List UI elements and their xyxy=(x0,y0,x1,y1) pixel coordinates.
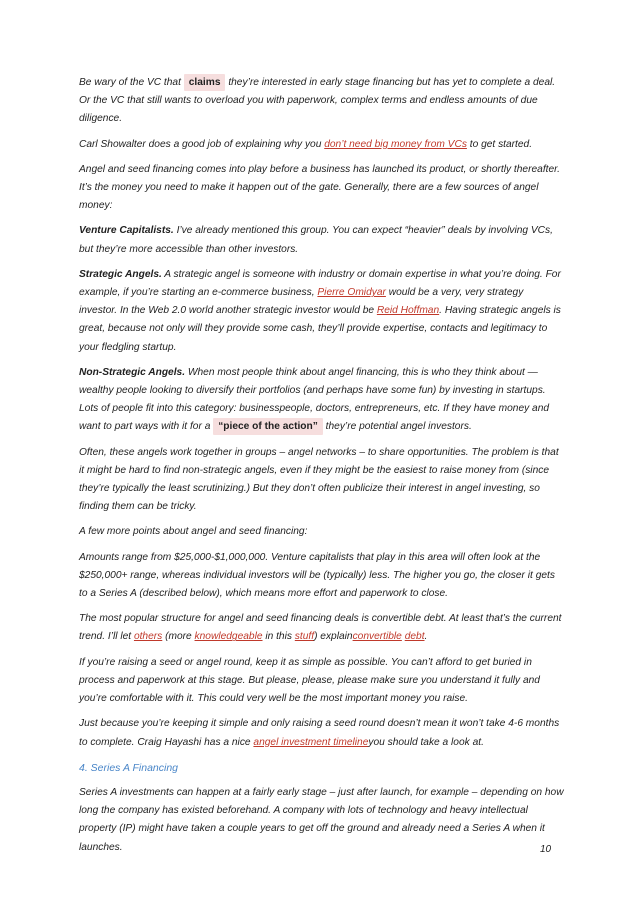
text: . Having strategic angels is great, because not only will they provide some cash, they’ll provide expertise, contacts and legitimacy to your fledgling startup. xyxy=(79,305,561,353)
paragraph-vc-warning xyxy=(79,74,564,129)
text: The most popular structure for angel and seed financing deals is convertible debt. At least that’s the current trend. I’ll let xyxy=(79,613,562,643)
text: A strategic angel is someone with industry or domain expertise in what you’re doing. For example, if you’re starting an e-commerce business, xyxy=(79,268,561,299)
link-convertible[interactable]: convertible xyxy=(352,631,402,643)
paragraph-more-points: A few more points about angel and seed financing: xyxy=(79,526,308,538)
text: to get started. xyxy=(466,138,533,150)
paragraph-strategic-angels xyxy=(79,266,564,357)
page-number: 10 xyxy=(540,844,552,855)
paragraph-keep-simple: If you’re raising a seed or angel round, keep it as simple as possible. You can’t afford to get buried in process and paperwork at this stage. But please, please, please make sure you understand it fully and you’re comfortable with it. This could very well be the most important money you raise. xyxy=(79,656,540,705)
link-stuff[interactable]: stuff xyxy=(294,631,315,643)
text: Just because you’re keeping it simple and only raising a seed round doesn’t mean it won’t take 4-6 months to complete. Craig Hayashi has a nice xyxy=(79,718,560,748)
term-strategic-angels: Strategic Angels. xyxy=(79,268,162,280)
link-pierre-omidyar[interactable]: Pierre Omidyar xyxy=(317,287,386,299)
text: . xyxy=(424,631,428,643)
paragraph-angel-seed-intro: Angel and seed financing comes into play before a business has launched its product, or shortly thereafter. It’s the money you need to make it happen out of the gate. Generally, there are a few sources of angel money: xyxy=(79,163,560,212)
link-angel-investment-timeline[interactable]: angel investment timeline xyxy=(253,736,369,748)
text: I’ve already mentioned this group. You can expect “heavier” deals by involving VCs, but they’re more accessible than other investors. xyxy=(79,225,553,255)
text: Carl Showalter does a good job of explaining why you xyxy=(79,138,325,150)
text: would be a very, very strategy investor. In the Web 2.0 world another strategic investor would be xyxy=(79,287,524,317)
link-dont-need-big-money[interactable]: don’t need big money from VCs xyxy=(324,138,467,150)
paragraph-angel-networks: Often, these angels work together in groups – angel networks – to share opportunities. The problem is that it might be hard to find non-strategic angels, even if they might be the easiest to raise money from (since they’re typically the least scrutinizing.) But they don’t often publicize their interest in angel investing, so finding them can be tricky. xyxy=(79,446,559,513)
text: Be wary of the VC that xyxy=(79,77,184,88)
paragraph-series-a: Series A investments can happen at a fairly early stage – just after launch, for example – depending on how long the company has existed beforehand. A company with lots of technology and heavy intellectual property (IP) might have taken a couple years to get off the ground and already need a Series A when it launches. xyxy=(79,786,564,853)
paragraph-venture-capitalists xyxy=(79,222,564,258)
link-debt[interactable]: debt xyxy=(404,631,425,643)
paragraph-amounts-range: Amounts range from $25,000-$1,000,000. Venture capitalists that play in this area will often look at the $250,000+ range, whereas individual investors will be (typically) less. The higher you go, the closer it gets to a Series A (described below), which means more effort and paperwork to close. xyxy=(79,551,555,600)
term-non-strategic-angels: Non-Strategic Angels. xyxy=(79,366,186,378)
section-heading-series-a: 4. Series A Financing xyxy=(79,761,179,774)
text: they’re interested in early stage financing but has yet to complete a deal. Or the VC that still wants to overload you with paperwork, complex terms and endless amounts of due diligence. xyxy=(79,77,556,125)
paragraph-convertible-debt xyxy=(79,610,564,646)
text: you should take a look at. xyxy=(368,736,484,748)
link-reid-hoffman[interactable]: Reid Hoffman xyxy=(376,305,440,317)
link-others[interactable]: others xyxy=(133,631,163,643)
link-knowledgeable[interactable]: knowledgeable xyxy=(194,631,263,643)
text: they’re potential angel investors. xyxy=(322,421,472,433)
highlight-piece-of-action: “piece of the action” xyxy=(213,418,323,435)
paragraph-timeline xyxy=(79,715,564,751)
text: (more xyxy=(162,631,195,643)
highlight-claims: claims xyxy=(184,74,226,91)
paragraph-non-strategic-angels xyxy=(79,364,564,437)
paragraph-carl-showalter xyxy=(79,136,564,154)
text: in this xyxy=(262,631,295,643)
page-body xyxy=(79,74,564,864)
text: ) explain xyxy=(314,631,353,643)
term-venture-capitalists: Venture Capitalists. xyxy=(79,225,174,237)
text: When most people think about angel financing, this is who they think about — wealthy people looking to diversify their portfolios (and perhaps have some fun) by investing in startups. Lots of people fit into this category: businesspeople, doctors, entrepreneurs, etc. If they have money and want to part ways with it for a xyxy=(79,366,550,433)
